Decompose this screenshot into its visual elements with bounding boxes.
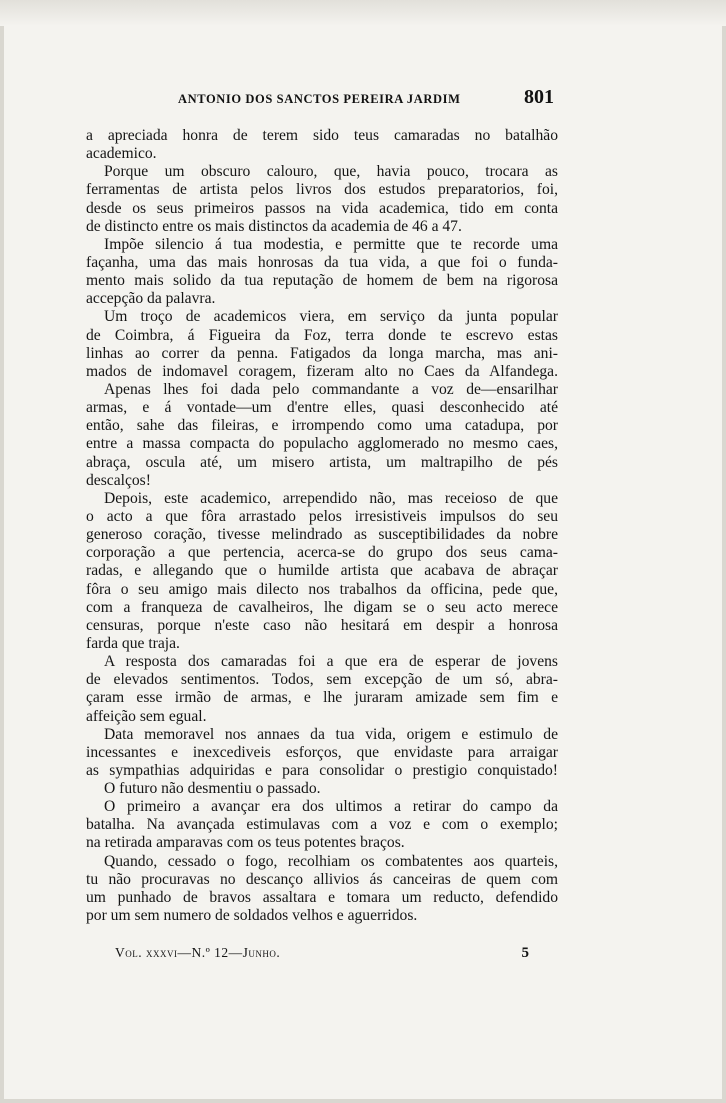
text-line: tu não procuravas no descanço allivios ás canceiras de quem com <box>86 870 558 888</box>
page-footer <box>115 945 529 962</box>
text-line: de distincto entre os mais distinctos da academia de 46 a 47. <box>86 217 462 235</box>
body-text <box>86 127 558 925</box>
text-line: farda que traja. <box>86 634 180 652</box>
text-line: o acto a que fôra arrastado pelos irresistiveis impulsos do seu <box>86 507 558 525</box>
text-line: affeição sem egual. <box>86 707 207 725</box>
text-line: as sympathias adquiridas e para consolidar o prestigio conquistado! <box>86 761 558 779</box>
text-line: generoso coração, tivesse melindrado as susceptibilidades da nobre <box>86 526 558 544</box>
scan-edge <box>0 0 726 26</box>
text-line: accepção da palavra. <box>86 290 216 308</box>
text-line: desde os seus primeiros passos na vida academica, tido em conta <box>86 199 558 217</box>
text-line: Depois, este academico, arrependido não, mas receioso de que <box>104 489 558 507</box>
text-line: Quando, cessado o fogo, recolhiam os combatentes aos quarteis, <box>104 852 558 870</box>
text-line: com a franqueza de cavalheiros, lhe digam se o seu acto merece <box>86 598 558 616</box>
text-line: O primeiro a avançar era dos ultimos a retirar do campo da <box>104 798 558 816</box>
text-line: então, sahe das fileiras, e irrompendo como uma catadupa, por <box>86 417 558 435</box>
text-line: academico. <box>86 145 157 163</box>
text-line: na retirada amparavas com os teus potentes braços. <box>86 834 405 852</box>
text-line: radas, e allegando que o humilde artista que acabava de abraçar <box>86 562 558 580</box>
text-line: çaram esse irmão de armas, e lhe juraram amizade sem fim e <box>86 689 558 707</box>
text-line: façanha, uma das mais honrosas da tua vida, a que foi o funda- <box>86 253 558 271</box>
text-line: de elevados sentimentos. Todos, sem excepção de um só, abra- <box>86 671 558 689</box>
text-line: um punhado de bravos assaltara e tomara um reducto, defendido <box>86 888 558 906</box>
text-line: censuras, porque n'este caso não hesitará em despir a honrosa <box>86 616 558 634</box>
text-line: linhas ao correr da penna. Fatigados da longa marcha, mas ani- <box>86 344 558 362</box>
text-line: Data memoravel nos annaes da tua vida, origem e estimulo de <box>104 725 558 743</box>
text-line: corporação a que pertencia, acerca-se do grupo dos seus cama- <box>86 544 558 562</box>
text-line: por um sem numero de soldados velhos e aguerridos. <box>86 907 418 925</box>
text-line: fôra o seu amigo mais dilecto nos trabalhos da officina, pede que, <box>86 580 558 598</box>
volume-line: Vol. xxxvi—N.º 12—Junho. <box>115 945 281 960</box>
text-line: a apreciada honra de terem sido teus camaradas no batalhão <box>86 127 558 144</box>
text-line: Impõe silencio á tua modestia, e permitte que te recorde uma <box>104 235 558 253</box>
text-line: Um troço de academicos viera, em serviço da junta popular <box>104 308 558 326</box>
text-line: armas, e á vontade—um d'entre elles, quasi desconhecido até <box>86 399 558 417</box>
text-line: de Coimbra, á Figueira da Foz, terra donde te escrevo estas <box>86 326 558 344</box>
text-line: A resposta dos camaradas foi a que era de esperar de jovens <box>104 653 558 671</box>
text-line: descalços! <box>86 471 151 489</box>
text-line: abraça, oscula até, um misero artista, um maltrapilho de pés <box>86 453 558 471</box>
page-header <box>86 86 554 110</box>
text-line: batalha. Na avançada estimulavas com a voz e com o exemplo; <box>86 816 558 834</box>
page-number: 801 <box>524 86 554 108</box>
text-line: entre a massa compacta do populacho agglomerado no mesmo caes, <box>86 435 558 453</box>
text-line: incessantes e inexcediveis esforços, que envidaste para arraigar <box>86 743 558 761</box>
signature-mark: 5 <box>521 945 529 961</box>
text-line: O futuro não desmentiu o passado. <box>104 780 321 798</box>
text-line: Porque um obscuro calouro, que, havia pouco, trocara as <box>104 163 558 181</box>
text-line: mados de indomavel coragem, fizeram alto no Caes da Alfandega. <box>86 362 558 380</box>
text-line: ferramentas de artista pelos livros dos estudos preparatorios, foi, <box>86 181 558 199</box>
running-head: ANTONIO DOS SANCTOS PEREIRA JARDIM <box>178 92 461 106</box>
text-line: mento mais solido da tua reputação de homem de bem na rigorosa <box>86 272 558 290</box>
text-line: Apenas lhes foi dada pelo commandante a voz de—ensarilhar <box>104 380 558 398</box>
